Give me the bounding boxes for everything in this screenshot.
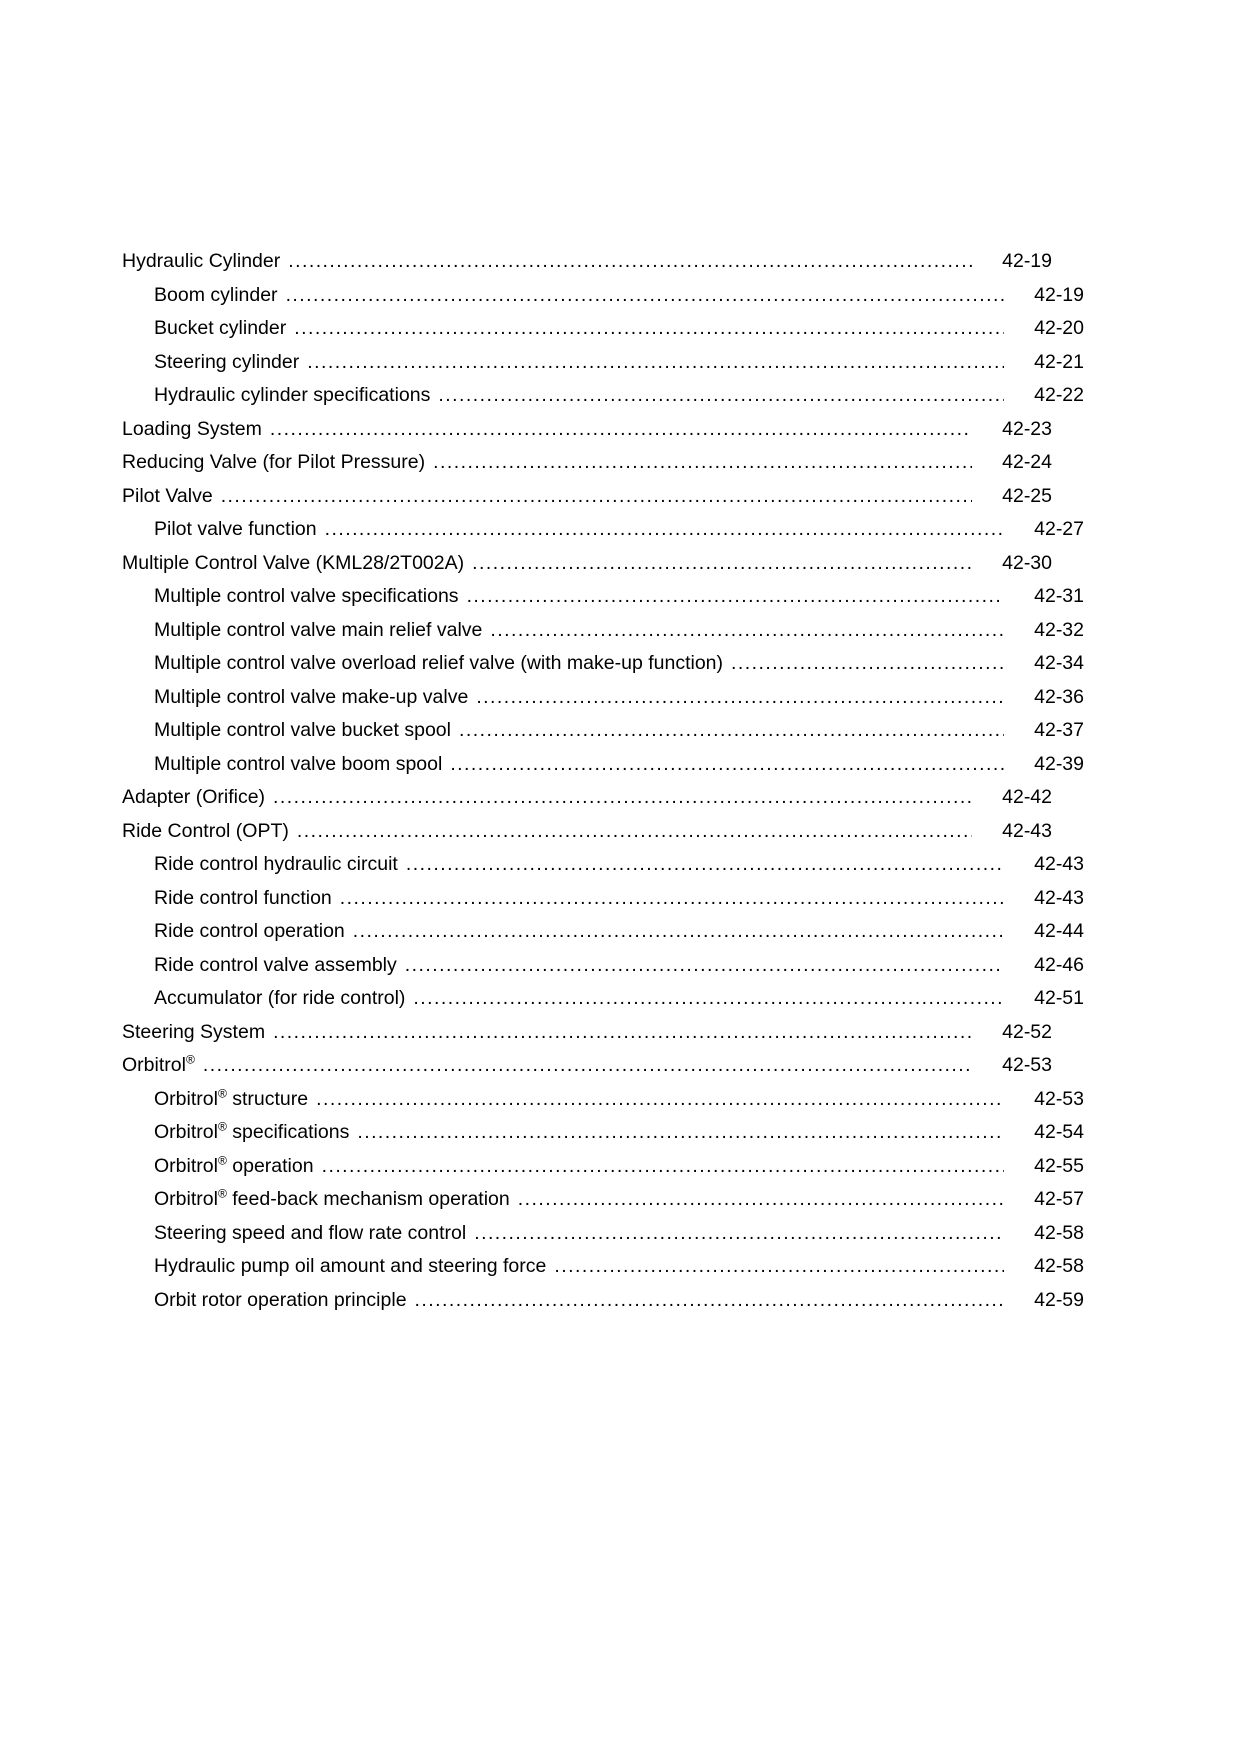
- toc-page-number: 42-58: [1034, 1255, 1084, 1277]
- toc-entry-title: Ride control hydraulic circuit: [154, 853, 398, 875]
- toc-leader-dots: [357, 1123, 1004, 1143]
- toc-leader-dots: [286, 286, 1004, 306]
- toc-leader-dots: [459, 721, 1004, 741]
- toc-entry-title: Boom cylinder: [154, 283, 278, 306]
- toc-page-number: 42-37: [1034, 719, 1084, 741]
- toc-entry[interactable]: [122, 350, 1084, 387]
- toc-entry[interactable]: [122, 587, 1084, 621]
- toc-entry-title: Hydraulic pump oil amount and steering force: [154, 1255, 547, 1277]
- toc-entry[interactable]: [122, 721, 1084, 755]
- toc-leader-dots: [405, 956, 1004, 976]
- toc-entry[interactable]: [122, 453, 1052, 487]
- toc-entry-title: Steering speed and flow rate control: [154, 1221, 467, 1244]
- registered-trademark-icon: ®: [217, 1153, 227, 1167]
- toc-page-number: 42-25: [1002, 484, 1052, 507]
- toc-entry-title: Multiple control valve main relief valve: [154, 618, 483, 641]
- toc-page-number: 42-21: [1034, 350, 1084, 373]
- toc-entry[interactable]: [122, 252, 1052, 286]
- toc-entry[interactable]: [122, 989, 1084, 1023]
- toc-leader-dots: [322, 1157, 1004, 1177]
- toc-entry-title: Hydraulic cylinder specifications: [154, 384, 431, 406]
- toc-leader-dots: [467, 587, 1004, 607]
- toc-entry[interactable]: [122, 551, 1052, 588]
- toc-entry-title: Orbitrol® structure: [154, 1086, 309, 1110]
- toc-leader-dots: [415, 1291, 1004, 1311]
- toc-entry[interactable]: [122, 788, 1052, 822]
- registered-trademark-icon: ®: [217, 1186, 227, 1201]
- toc-leader-dots: [307, 353, 1004, 373]
- toc-page-number: 42-39: [1034, 752, 1084, 775]
- toc-entry-title: Ride control operation: [154, 920, 345, 942]
- toc-entry-title: Steering cylinder: [154, 350, 300, 373]
- toc-entry-title: Multiple control valve make-up valve: [154, 685, 469, 708]
- toc-entry-title: Reducing Valve (for Pilot Pressure): [122, 451, 426, 473]
- toc-entry[interactable]: [122, 886, 1084, 923]
- toc-entry[interactable]: [122, 1086, 1084, 1124]
- toc-leader-dots: [294, 319, 1004, 339]
- toc-entry-title: Hydraulic Cylinder: [122, 250, 281, 272]
- toc-leader-dots: [518, 1190, 1004, 1210]
- toc-entry-title: Multiple control valve bucket spool: [154, 719, 451, 741]
- toc-entry-title: Steering System: [122, 1020, 266, 1043]
- table-of-contents: [122, 250, 1084, 1324]
- toc-entry-title: Pilot Valve: [122, 484, 213, 507]
- toc-entry[interactable]: [122, 1257, 1084, 1291]
- toc-leader-dots: [438, 386, 1004, 406]
- toc-page-number: 42-46: [1034, 953, 1084, 976]
- toc-entry[interactable]: [122, 319, 1084, 353]
- toc-entry[interactable]: [122, 1186, 1084, 1224]
- toc-entry[interactable]: [122, 819, 1052, 856]
- toc-entry-title: Ride control valve assembly: [154, 953, 397, 976]
- toc-page-number: 42-19: [1002, 250, 1052, 272]
- toc-entry[interactable]: [122, 654, 1084, 688]
- toc-entry-title: Accumulator (for ride control): [154, 987, 406, 1009]
- toc-entry-title: Multiple control valve specifications: [154, 585, 459, 607]
- toc-leader-dots: [450, 755, 1004, 775]
- toc-leader-dots: [203, 1056, 972, 1076]
- toc-entry[interactable]: [122, 922, 1084, 956]
- toc-page-number: 42-30: [1002, 551, 1052, 574]
- toc-entry[interactable]: [122, 752, 1084, 789]
- toc-leader-dots: [273, 1023, 972, 1043]
- toc-entry[interactable]: [122, 855, 1084, 889]
- toc-page-number: 42-54: [1034, 1121, 1084, 1143]
- toc-leader-dots: [433, 453, 972, 473]
- toc-page-number: 42-55: [1034, 1154, 1084, 1177]
- toc-leader-dots: [474, 1224, 1004, 1244]
- toc-entry-title: Ride Control (OPT): [122, 819, 289, 842]
- toc-entry-title: Ride control function: [154, 886, 332, 909]
- toc-page-number: 42-57: [1034, 1188, 1084, 1210]
- toc-entry-title: Orbitrol® operation: [154, 1153, 314, 1177]
- toc-leader-dots: [297, 822, 972, 842]
- toc-page-number: 42-58: [1034, 1221, 1084, 1244]
- toc-entry[interactable]: [122, 1153, 1084, 1191]
- toc-entry[interactable]: [122, 685, 1084, 722]
- toc-page-number: 42-34: [1034, 652, 1084, 674]
- toc-page-number: 42-43: [1034, 886, 1084, 909]
- toc-leader-dots: [406, 855, 1004, 875]
- toc-leader-dots: [273, 788, 972, 808]
- toc-entry[interactable]: [122, 386, 1084, 420]
- toc-entry[interactable]: [122, 1052, 1052, 1090]
- toc-page-number: 42-27: [1034, 518, 1084, 540]
- toc-leader-dots: [554, 1257, 1004, 1277]
- toc-leader-dots: [472, 554, 972, 574]
- registered-trademark-icon: ®: [217, 1119, 227, 1134]
- toc-entry[interactable]: [122, 520, 1084, 554]
- toc-page-number: 42-22: [1034, 384, 1084, 406]
- toc-entry-title: Multiple control valve boom spool: [154, 752, 443, 775]
- toc-leader-dots: [325, 520, 1004, 540]
- toc-page-number: 42-19: [1034, 283, 1084, 306]
- toc-page-number: 42-31: [1034, 585, 1084, 607]
- toc-leader-dots: [316, 1090, 1004, 1110]
- toc-entry[interactable]: [122, 283, 1084, 320]
- toc-page-number: 42-43: [1034, 853, 1084, 875]
- toc-entry-title: Orbitrol®: [122, 1052, 195, 1076]
- toc-page-number: 42-51: [1034, 987, 1084, 1009]
- toc-page-number: 42-52: [1002, 1020, 1052, 1043]
- toc-leader-dots: [490, 621, 1004, 641]
- toc-leader-dots: [731, 654, 1004, 674]
- toc-page-number: 42-59: [1034, 1288, 1084, 1311]
- toc-entry-title: Adapter (Orifice): [122, 786, 266, 808]
- toc-entry[interactable]: [122, 1221, 1084, 1258]
- toc-page-number: 42-24: [1002, 451, 1052, 473]
- toc-entry-title: Multiple control valve overload relief valve (with make-up function): [154, 652, 724, 674]
- toc-entry[interactable]: [122, 417, 1052, 454]
- toc-leader-dots: [270, 420, 972, 440]
- registered-trademark-icon: ®: [217, 1086, 227, 1100]
- toc-page-number: 42-36: [1034, 685, 1084, 708]
- toc-page-number: 42-42: [1002, 786, 1052, 808]
- registered-trademark-icon: ®: [185, 1052, 195, 1067]
- toc-page-number: 42-53: [1034, 1087, 1084, 1110]
- toc-entry[interactable]: [122, 1119, 1084, 1157]
- toc-leader-dots: [221, 487, 972, 507]
- toc-leader-dots: [340, 889, 1004, 909]
- toc-entry-title: Orbitrol® feed-back mechanism operation: [154, 1186, 510, 1210]
- toc-leader-dots: [413, 989, 1004, 1009]
- toc-page-number: 42-23: [1002, 417, 1052, 440]
- toc-entry[interactable]: [122, 1020, 1052, 1057]
- toc-leader-dots: [288, 252, 972, 272]
- toc-entry-title: Multiple Control Valve (KML28/2T002A): [122, 551, 465, 574]
- toc-leader-dots: [353, 922, 1004, 942]
- toc-page-number: 42-32: [1034, 618, 1084, 641]
- toc-entry-title: Loading System: [122, 417, 262, 440]
- toc-leader-dots: [476, 688, 1004, 708]
- toc-entry[interactable]: [122, 618, 1084, 655]
- toc-entry-title: Bucket cylinder: [154, 317, 287, 339]
- toc-entry[interactable]: [122, 1288, 1084, 1325]
- toc-entry-title: Orbit rotor operation principle: [154, 1288, 407, 1311]
- toc-entry-title: Orbitrol® specifications: [154, 1119, 350, 1143]
- toc-entry[interactable]: [122, 953, 1084, 990]
- toc-entry[interactable]: [122, 484, 1052, 521]
- toc-page-number: 42-44: [1034, 920, 1084, 942]
- toc-page-number: 42-53: [1002, 1054, 1052, 1076]
- toc-page-number: 42-43: [1002, 819, 1052, 842]
- toc-page-number: 42-20: [1034, 317, 1084, 339]
- toc-entry-title: Pilot valve function: [154, 518, 317, 540]
